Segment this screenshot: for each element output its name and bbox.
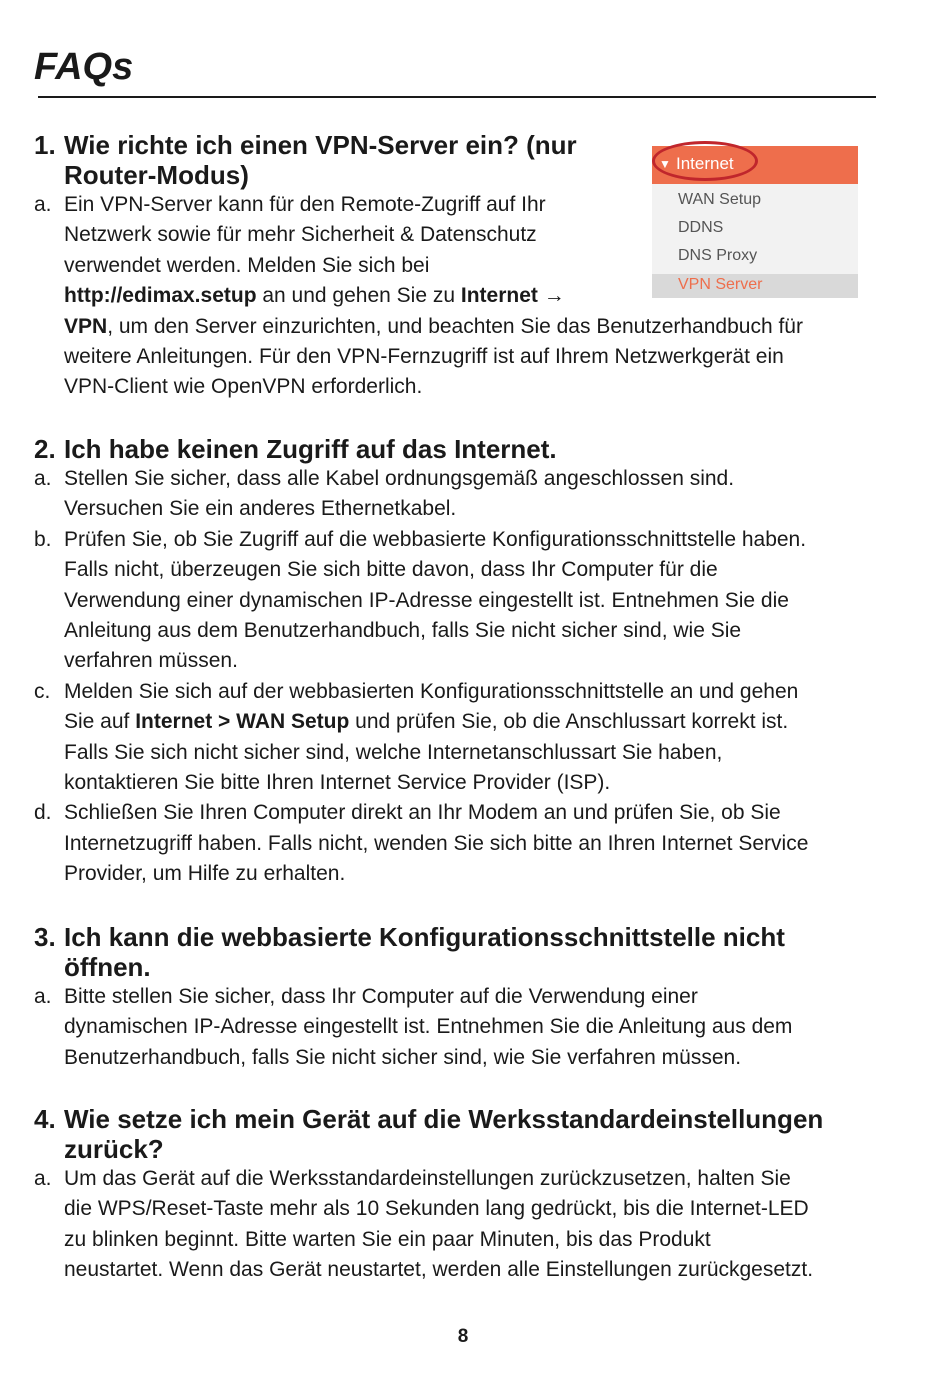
item-label: b. (34, 527, 52, 551)
answer-item (34, 677, 904, 799)
text-run: Falls nicht, überzeugen Sie sich bitte davon, dass Ihr Computer für die (64, 558, 718, 582)
question-heading (34, 1104, 904, 1164)
item-text (64, 464, 904, 525)
text-run: und prüfen Sie, ob die Anschlussart korrekt ist. (349, 710, 789, 734)
text-line (64, 1012, 904, 1042)
text-run: → (537, 284, 565, 308)
text-run: Netzwerk sowie für mehr Sicherheit & Datenschutz (64, 223, 537, 247)
question-number: 4. (34, 1104, 56, 1134)
text-line (64, 1194, 904, 1224)
text-run: Melden Sie sich auf der webbasierten Konfigurationsschnittstelle an und gehen (64, 679, 799, 703)
page-number: 8 (457, 1326, 469, 1347)
item-label: a. (34, 985, 52, 1008)
text-run: kontaktieren Sie bitte Ihren Internet Service Provider (ISP). (64, 771, 611, 795)
answer-item (34, 1164, 904, 1286)
item-text (64, 1164, 904, 1286)
item-label: a. (34, 1167, 52, 1190)
text-run: verfahren müssen. (64, 649, 238, 673)
text-run: Internetzugriff haben. Falls nicht, wenden Sie sich bitte an Ihren Internet Service (64, 831, 809, 855)
item-text (64, 525, 904, 677)
text-run: an und gehen Sie zu (256, 284, 461, 308)
triangle-down-icon: ▼ (659, 157, 671, 171)
menu-item-ddns: DDNS (678, 219, 724, 236)
answer-list (34, 982, 904, 1073)
text-run: Anleitung aus dem Benutzerhandbuch, falls Sie nicht sicher sind, wie Sie (64, 619, 742, 643)
text-run: Benutzerhandbuch, falls Sie nicht sicher sind, wie Sie verfahren müssen. (64, 1045, 742, 1069)
text-line (64, 1164, 904, 1194)
answer-item (34, 464, 904, 525)
question-title: Ich habe keinen Zugriff auf das Internet. (64, 434, 557, 464)
text-line (64, 342, 904, 372)
text-run: , um den Server einzurichten, und beachten Sie das Benutzerhandbuch für (107, 314, 803, 338)
answer-list (34, 464, 904, 890)
question-title: Wie setze ich mein Gerät auf die Werksstandardeinstellungen zurück? (64, 1104, 824, 1164)
text-line (64, 1043, 904, 1073)
text-line (64, 738, 904, 768)
bold-text: VPN (64, 314, 108, 338)
item-text (64, 982, 904, 1073)
text-run: Sie auf (64, 710, 136, 734)
question-title: Ich kann die webbasierte Konfigurationsschnittstelle nicht öffnen. (64, 922, 785, 982)
text-run: die WPS/Reset-Taste mehr als 10 Sekunden lang gedrückt, bis die Internet-LED (64, 1197, 809, 1221)
text-run: weitere Anleitungen. Für den VPN-Fernzugriff ist auf Ihrem Netzwerkgerät ein (64, 345, 784, 369)
question-number: 2. (34, 434, 56, 464)
text-run: VPN-Client wie OpenVPN erforderlich. (64, 375, 423, 399)
text-line (64, 677, 904, 707)
text-line (64, 616, 904, 646)
faq-section-3 (34, 922, 904, 1073)
text-line (64, 1255, 904, 1285)
question-heading (34, 922, 904, 982)
item-label: c. (34, 679, 51, 703)
text-line (64, 646, 904, 676)
menu-item-vpn-server: VPN Server (678, 276, 763, 293)
text-run: Bitte stellen Sie sicher, dass Ihr Computer auf die Verwendung einer (64, 985, 698, 1008)
bold-text: Internet (460, 284, 538, 308)
title-divider (38, 96, 876, 98)
item-text (64, 798, 904, 889)
item-label: d. (34, 801, 52, 825)
faq-section-2 (34, 434, 904, 890)
text-line (64, 1225, 904, 1255)
text-line (64, 859, 904, 889)
highlight-circle (652, 141, 758, 181)
bold-text: Internet > WAN Setup (135, 710, 350, 734)
text-line (64, 464, 904, 494)
text-run: Falls Sie sich nicht sicher sind, welche Internetanschlussart Sie haben, (64, 740, 723, 764)
page-title: FAQs (34, 46, 134, 88)
text-run: Ein VPN-Server kann für den Remote-Zugriff auf Ihr (64, 193, 546, 216)
text-line (64, 312, 904, 342)
bold-text: http://edimax.setup (64, 284, 257, 308)
text-line (64, 494, 904, 524)
item-label: a. (34, 193, 52, 216)
menu-item-wan-setup: WAN Setup (678, 191, 761, 208)
text-run: Provider, um Hilfe zu erhalten. (64, 862, 346, 886)
question-title: Wie richte ich einen VPN-Server ein? (nur Router-Modus) (64, 130, 577, 190)
item-text (64, 677, 904, 799)
faq-section-4 (34, 1104, 904, 1286)
text-run: verwendet werden. Melden Sie sich bei (64, 253, 430, 277)
text-line (64, 798, 904, 828)
text-line (64, 555, 904, 585)
text-line (64, 982, 904, 1012)
text-run: Stellen Sie sicher, dass alle Kabel ordnungsgemäß angeschlossen sind. (64, 467, 735, 490)
text-line (64, 829, 904, 859)
question-number: 3. (34, 922, 56, 952)
answer-item (34, 982, 904, 1073)
text-line (64, 768, 904, 798)
text-line (64, 707, 904, 737)
answer-list (34, 1164, 904, 1286)
question-heading (34, 434, 904, 464)
text-run: Verwendung einer dynamischen IP-Adresse eingestellt ist. Entnehmen Sie die (64, 588, 789, 612)
text-run: Schließen Sie Ihren Computer direkt an Ihr Modem an und prüfen Sie, ob Sie (64, 801, 781, 825)
text-run: Versuchen Sie ein anderes Ethernetkabel. (64, 497, 457, 521)
router-menu-screenshot (652, 146, 858, 298)
text-run: Prüfen Sie, ob Sie Zugriff auf die webbasierte Konfigurationsschnittstelle haben. (64, 527, 807, 551)
text-line (64, 372, 904, 402)
text-run: neustartet. Wenn das Gerät neustartet, werden alle Einstellungen zurückgesetzt. (64, 1258, 814, 1282)
item-label: a. (34, 467, 52, 490)
question-number: 1. (34, 130, 56, 160)
text-run: dynamischen IP-Adresse eingestellt ist. Entnehmen Sie die Anleitung aus dem (64, 1015, 793, 1039)
answer-item (34, 798, 904, 889)
answer-item (34, 525, 904, 677)
text-run: Um das Gerät auf die Werksstandardeinstellungen zurückzusetzen, halten Sie (64, 1167, 791, 1190)
text-run: zu blinken beginnt. Bitte warten Sie ein paar Minuten, bis das Produkt (64, 1227, 711, 1251)
menu-item-dns-proxy: DNS Proxy (678, 247, 758, 264)
menu-header-label: Internet (676, 154, 734, 173)
text-line (64, 525, 904, 555)
text-line (64, 586, 904, 616)
